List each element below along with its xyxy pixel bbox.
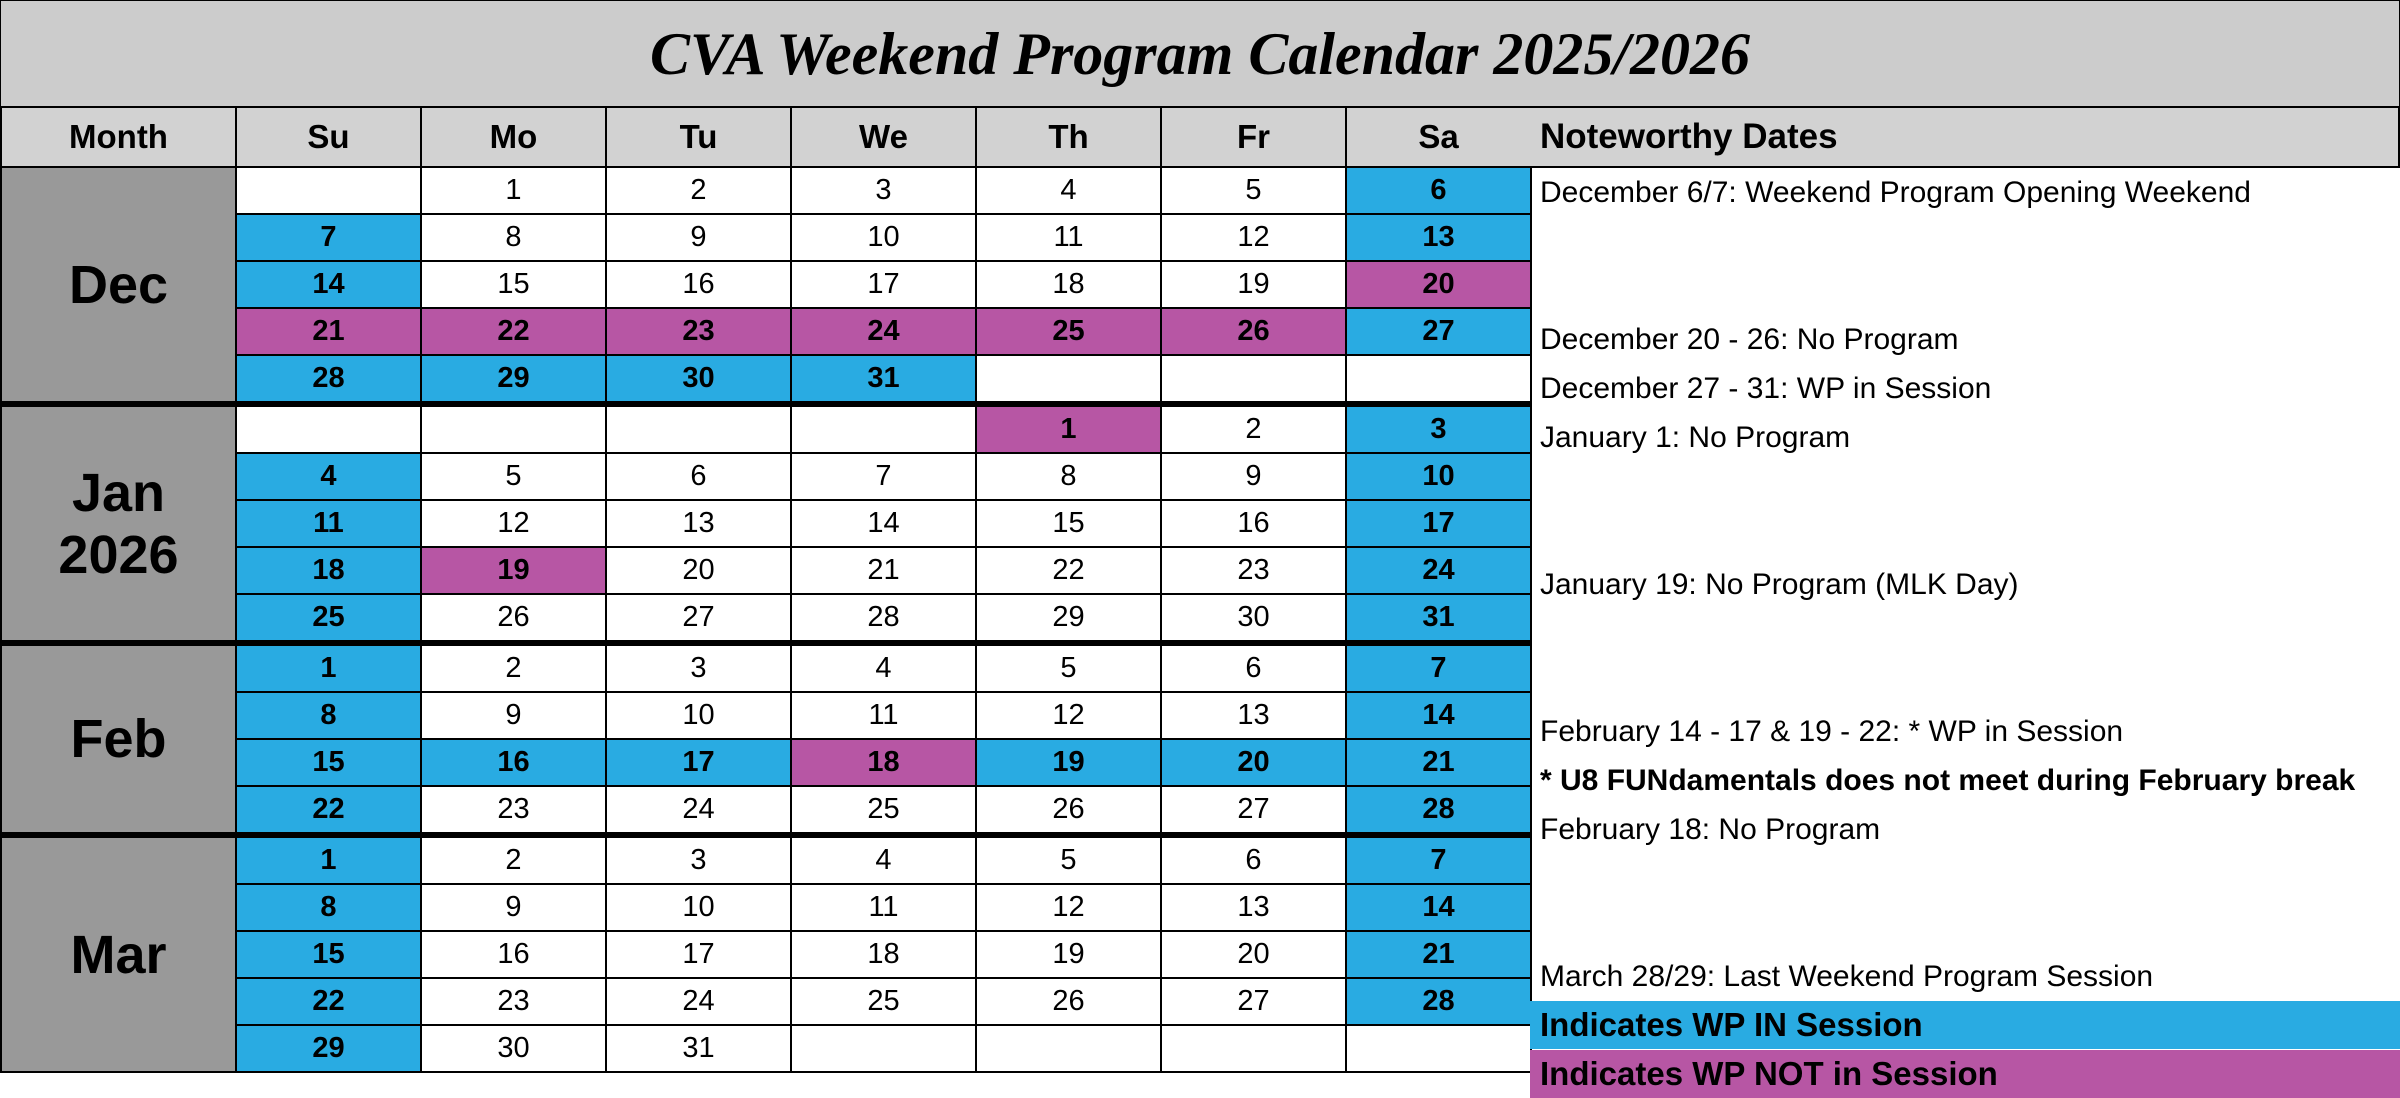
day-cell-th: 4 xyxy=(976,167,1161,214)
day-cell-th: 5 xyxy=(976,835,1161,884)
day-cell-su: 22 xyxy=(236,786,421,835)
day-cell-th: 29 xyxy=(976,594,1161,643)
day-cell-mo: 19 xyxy=(421,547,606,594)
note-item: December 20 - 26: No Program xyxy=(1540,323,1959,356)
day-cell-mo: 29 xyxy=(421,355,606,404)
day-cell-we: 25 xyxy=(791,978,976,1025)
day-cell-th: 19 xyxy=(976,931,1161,978)
day-cell-su: 15 xyxy=(236,739,421,786)
day-cell-we: 10 xyxy=(791,214,976,261)
month-column-header: Month xyxy=(1,107,236,167)
day-cell-su xyxy=(236,167,421,214)
day-cell-tu: 3 xyxy=(606,643,791,692)
note-item: February 18: No Program xyxy=(1540,813,1881,846)
day-cell-we: 11 xyxy=(791,884,976,931)
day-cell-fr: 20 xyxy=(1161,931,1346,978)
day-cell-tu: 3 xyxy=(606,835,791,884)
day-cell-sa: 17 xyxy=(1346,500,1531,547)
day-cell-su: 14 xyxy=(236,261,421,308)
day-cell-sa: 21 xyxy=(1346,931,1531,978)
day-cell-sa: 20 xyxy=(1346,261,1531,308)
day-cell-we: 21 xyxy=(791,547,976,594)
day-cell-su: 15 xyxy=(236,931,421,978)
day-cell-we xyxy=(791,1025,976,1072)
day-cell-th: 15 xyxy=(976,500,1161,547)
day-cell-mo: 23 xyxy=(421,786,606,835)
day-cell-we: 18 xyxy=(791,739,976,786)
calendar-body xyxy=(1,167,1531,1072)
noteworthy-dates-panel xyxy=(1530,106,2400,1097)
page-title: CVA Weekend Program Calendar 2025/2026 xyxy=(0,0,2400,108)
day-cell-we: 17 xyxy=(791,261,976,308)
day-cell-mo: 15 xyxy=(421,261,606,308)
day-cell-mo: 9 xyxy=(421,884,606,931)
day-cell-th: 22 xyxy=(976,547,1161,594)
day-header-fr: Fr xyxy=(1161,107,1346,167)
day-cell-th: 25 xyxy=(976,308,1161,355)
day-cell-mo: 9 xyxy=(421,692,606,739)
day-cell-th: 26 xyxy=(976,978,1161,1025)
header-row xyxy=(1,107,1531,167)
day-cell-fr: 13 xyxy=(1161,884,1346,931)
day-cell-sa: 28 xyxy=(1346,786,1531,835)
day-cell-tu xyxy=(606,404,791,453)
day-cell-tu: 13 xyxy=(606,500,791,547)
day-cell-su: 1 xyxy=(236,835,421,884)
day-cell-mo xyxy=(421,404,606,453)
day-cell-fr: 19 xyxy=(1161,261,1346,308)
day-cell-su: 7 xyxy=(236,214,421,261)
day-cell-mo: 12 xyxy=(421,500,606,547)
day-cell-th xyxy=(976,1025,1161,1072)
day-cell-tu: 30 xyxy=(606,355,791,404)
day-cell-tu: 20 xyxy=(606,547,791,594)
day-cell-we: 11 xyxy=(791,692,976,739)
day-cell-fr: 20 xyxy=(1161,739,1346,786)
day-header-sa: Sa xyxy=(1346,107,1531,167)
month-label: Dec xyxy=(1,167,236,404)
day-cell-fr: 12 xyxy=(1161,214,1346,261)
day-cell-tu: 9 xyxy=(606,214,791,261)
day-cell-su: 29 xyxy=(236,1025,421,1072)
day-cell-fr: 23 xyxy=(1161,547,1346,594)
day-cell-sa: 21 xyxy=(1346,739,1531,786)
day-cell-mo: 5 xyxy=(421,453,606,500)
day-cell-we: 31 xyxy=(791,355,976,404)
day-cell-we xyxy=(791,404,976,453)
day-cell-mo: 1 xyxy=(421,167,606,214)
day-cell-we: 4 xyxy=(791,643,976,692)
day-cell-su: 8 xyxy=(236,692,421,739)
day-cell-su: 21 xyxy=(236,308,421,355)
day-cell-su: 18 xyxy=(236,547,421,594)
day-cell-we: 3 xyxy=(791,167,976,214)
day-cell-su: 1 xyxy=(236,643,421,692)
day-header-we: We xyxy=(791,107,976,167)
day-cell-su: 28 xyxy=(236,355,421,404)
day-cell-th: 18 xyxy=(976,261,1161,308)
day-cell-mo: 23 xyxy=(421,978,606,1025)
day-cell-th: 5 xyxy=(976,643,1161,692)
day-cell-su xyxy=(236,404,421,453)
day-cell-sa: 14 xyxy=(1346,884,1531,931)
day-cell-tu: 31 xyxy=(606,1025,791,1072)
note-item: December 6/7: Weekend Program Opening Weekend xyxy=(1540,176,2251,209)
day-cell-sa: 13 xyxy=(1346,214,1531,261)
day-cell-tu: 10 xyxy=(606,692,791,739)
day-header-tu: Tu xyxy=(606,107,791,167)
day-header-su: Su xyxy=(236,107,421,167)
day-cell-tu: 17 xyxy=(606,739,791,786)
note-item: January 1: No Program xyxy=(1540,421,1851,454)
week-row xyxy=(1,835,1531,884)
day-cell-tu: 6 xyxy=(606,453,791,500)
month-label: Feb xyxy=(1,643,236,835)
day-cell-sa: 14 xyxy=(1346,692,1531,739)
day-cell-we: 28 xyxy=(791,594,976,643)
day-cell-su: 11 xyxy=(236,500,421,547)
legend-not-in-session: Indicates WP NOT in Session xyxy=(1530,1050,2400,1098)
day-cell-fr: 27 xyxy=(1161,978,1346,1025)
day-cell-sa: 6 xyxy=(1346,167,1531,214)
day-cell-we: 25 xyxy=(791,786,976,835)
day-cell-th: 12 xyxy=(976,884,1161,931)
day-cell-tu: 24 xyxy=(606,978,791,1025)
day-cell-fr: 6 xyxy=(1161,835,1346,884)
day-cell-mo: 30 xyxy=(421,1025,606,1072)
day-cell-fr: 5 xyxy=(1161,167,1346,214)
day-cell-sa: 7 xyxy=(1346,835,1531,884)
day-cell-fr: 27 xyxy=(1161,786,1346,835)
day-cell-th: 8 xyxy=(976,453,1161,500)
week-row xyxy=(1,643,1531,692)
day-cell-tu: 10 xyxy=(606,884,791,931)
legend-in-session: Indicates WP IN Session xyxy=(1530,1001,2400,1049)
day-cell-we: 4 xyxy=(791,835,976,884)
note-item: February 14 - 17 & 19 - 22: * WP in Session xyxy=(1540,715,2124,748)
day-cell-mo: 8 xyxy=(421,214,606,261)
day-cell-fr: 16 xyxy=(1161,500,1346,547)
day-cell-we: 7 xyxy=(791,453,976,500)
day-cell-su: 4 xyxy=(236,453,421,500)
note-item: December 27 - 31: WP in Session xyxy=(1540,372,1992,405)
noteworthy-dates-header: Noteworthy Dates xyxy=(1530,106,2400,168)
day-cell-fr xyxy=(1161,355,1346,404)
day-header-mo: Mo xyxy=(421,107,606,167)
day-cell-mo: 2 xyxy=(421,643,606,692)
day-cell-sa xyxy=(1346,355,1531,404)
day-cell-fr: 6 xyxy=(1161,643,1346,692)
day-cell-mo: 16 xyxy=(421,739,606,786)
day-cell-sa: 24 xyxy=(1346,547,1531,594)
day-cell-mo: 22 xyxy=(421,308,606,355)
day-cell-th xyxy=(976,355,1161,404)
day-cell-fr: 26 xyxy=(1161,308,1346,355)
day-cell-su: 8 xyxy=(236,884,421,931)
day-cell-sa: 3 xyxy=(1346,404,1531,453)
day-cell-tu: 27 xyxy=(606,594,791,643)
day-cell-su: 25 xyxy=(236,594,421,643)
calendar-table xyxy=(0,106,1532,1073)
day-cell-tu: 23 xyxy=(606,308,791,355)
day-cell-tu: 17 xyxy=(606,931,791,978)
day-cell-su: 22 xyxy=(236,978,421,1025)
day-cell-tu: 16 xyxy=(606,261,791,308)
day-cell-fr: 30 xyxy=(1161,594,1346,643)
day-cell-sa: 31 xyxy=(1346,594,1531,643)
day-cell-fr: 2 xyxy=(1161,404,1346,453)
month-label: Mar xyxy=(1,835,236,1072)
day-cell-fr: 9 xyxy=(1161,453,1346,500)
day-cell-mo: 2 xyxy=(421,835,606,884)
day-cell-we: 14 xyxy=(791,500,976,547)
day-cell-th: 19 xyxy=(976,739,1161,786)
day-cell-tu: 24 xyxy=(606,786,791,835)
day-cell-th: 11 xyxy=(976,214,1161,261)
day-header-th: Th xyxy=(976,107,1161,167)
day-cell-sa: 27 xyxy=(1346,308,1531,355)
day-cell-we: 24 xyxy=(791,308,976,355)
day-cell-mo: 26 xyxy=(421,594,606,643)
note-item: * U8 FUNdamentals does not meet during February break xyxy=(1540,764,2356,797)
day-cell-th: 26 xyxy=(976,786,1161,835)
day-cell-th: 1 xyxy=(976,404,1161,453)
day-cell-sa xyxy=(1346,1025,1531,1072)
day-cell-fr: 13 xyxy=(1161,692,1346,739)
day-cell-fr xyxy=(1161,1025,1346,1072)
day-cell-th: 12 xyxy=(976,692,1161,739)
note-item: January 19: No Program (MLK Day) xyxy=(1540,568,2019,601)
week-row xyxy=(1,167,1531,214)
day-cell-we: 18 xyxy=(791,931,976,978)
day-cell-sa: 7 xyxy=(1346,643,1531,692)
day-cell-sa: 28 xyxy=(1346,978,1531,1025)
week-row xyxy=(1,404,1531,453)
month-label: Jan 2026 xyxy=(1,404,236,643)
note-item: March 28/29: Last Weekend Program Session xyxy=(1540,960,2154,993)
day-cell-mo: 16 xyxy=(421,931,606,978)
day-cell-sa: 10 xyxy=(1346,453,1531,500)
day-cell-tu: 2 xyxy=(606,167,791,214)
